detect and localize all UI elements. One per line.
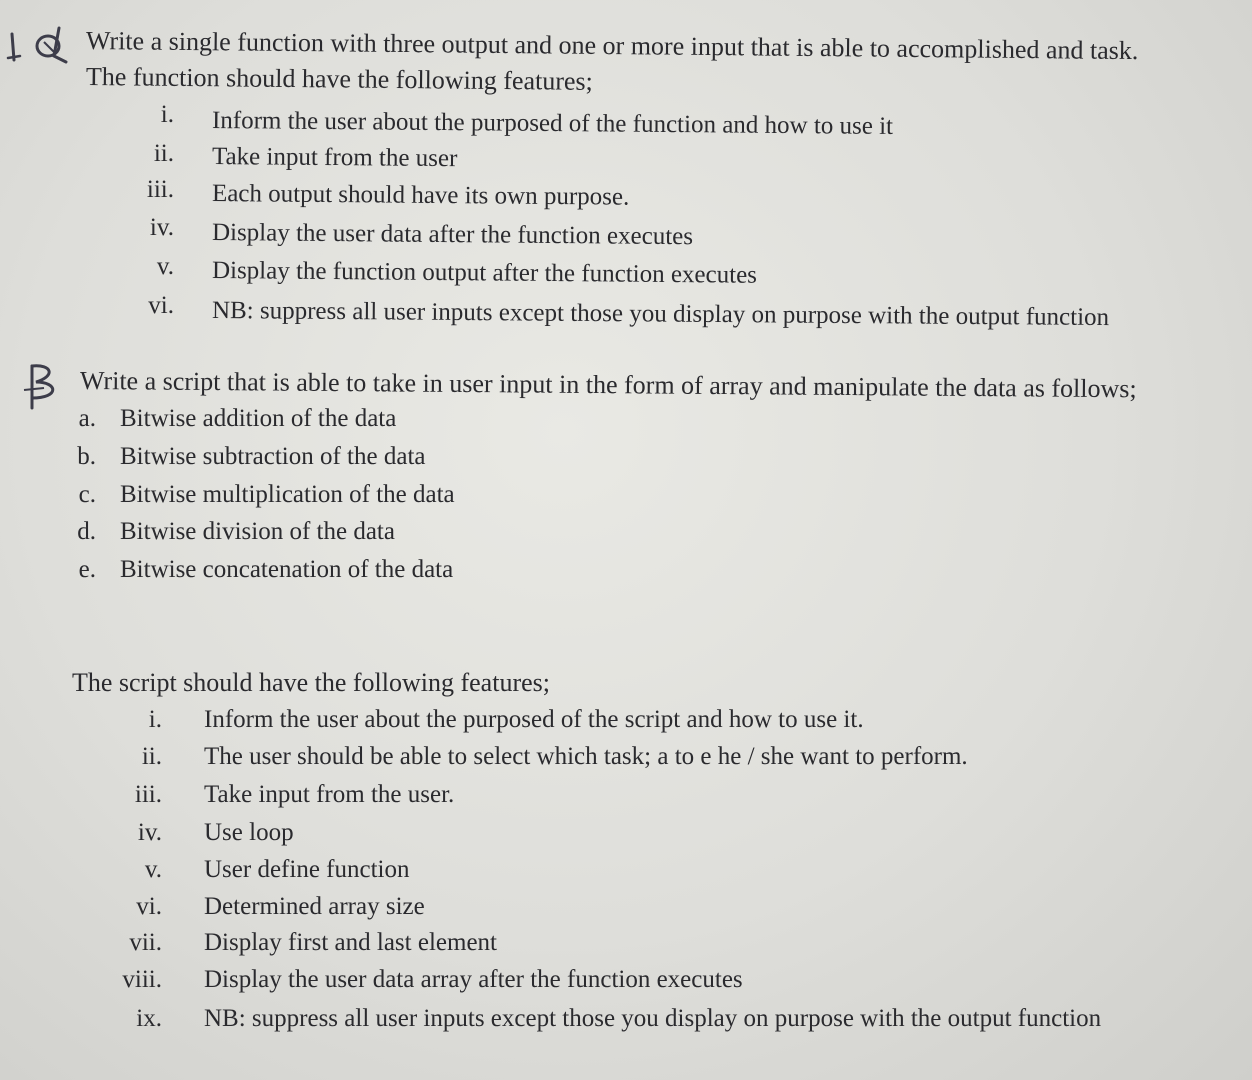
list-item-text: NB: suppress all user inputs except those you display on purpose with the output function — [211, 297, 1110, 332]
list-item-text: Determined array size — [204, 893, 425, 920]
list-item-text: Display the function output after the function executes — [211, 257, 758, 289]
list-item-text: Display the user data array after the function executes — [204, 966, 743, 993]
question-b-features-intro: The script should have the following features; — [72, 668, 550, 697]
list-item-number: v. — [144, 856, 162, 883]
list-item-number: ix. — [136, 1005, 162, 1032]
list-item-number: a. — [78, 405, 96, 432]
list-item-number: iii. — [146, 176, 174, 203]
list-item-text: Bitwise subtraction of the data — [120, 443, 426, 470]
list-item-number: viii. — [122, 966, 162, 993]
list-item-text: Bitwise addition of the data — [120, 405, 397, 432]
list-item-number: vi. — [148, 292, 174, 319]
list-item-text: Inform the user about the purposed of the script and how to use it. — [204, 706, 864, 733]
list-item-number: vii. — [129, 929, 162, 956]
list-item-text: User define function — [204, 856, 410, 883]
list-item-number: i. — [160, 101, 174, 128]
question-a-intro-line-2: The function should have the following features; — [85, 62, 593, 96]
list-item-text: Bitwise division of the data — [120, 518, 395, 545]
list-item-text: Each output should have its own purpose. — [211, 180, 630, 211]
question-b-intro: Write a script that is able to take in user input in the form of array and manipulate the data as follows; — [79, 366, 1137, 404]
list-item-number: iv. — [137, 819, 162, 846]
list-item-number: d. — [77, 518, 96, 545]
list-item-number: c. — [78, 481, 96, 508]
list-item-text: NB: suppress all user inputs except those you display on purpose with the output function — [204, 1005, 1102, 1032]
list-item-number: v. — [156, 253, 174, 280]
list-item-number: ii. — [141, 743, 162, 770]
list-item-text: Use loop — [204, 819, 294, 846]
list-item-text: Take input from the user. — [204, 781, 455, 808]
list-item-text: Take input from the user — [211, 143, 458, 173]
list-item-number: e. — [78, 556, 96, 583]
list-item-number: iv. — [149, 214, 174, 241]
list-item-number: iii. — [134, 781, 162, 808]
list-item-text: Display the user data after the function executes — [211, 219, 694, 251]
question-a-intro-line-1: Write a single function with three output and one or more input that is able to accomplished and task. — [85, 26, 1139, 66]
list-item-text: The user should be able to select which task; a to e he / she want to perform. — [204, 743, 968, 770]
list-item-text: Bitwise concatenation of the data — [120, 556, 454, 583]
handwritten-a-marker-icon — [4, 22, 76, 66]
list-item-number: vi. — [136, 893, 162, 920]
list-item-text: Display first and last element — [204, 929, 497, 956]
list-item-number: b. — [77, 443, 96, 470]
list-item-number: i. — [148, 706, 162, 733]
list-item-text: Bitwise multiplication of the data — [120, 481, 455, 508]
list-item-text: Inform the user about the purposed of the function and how to use it — [211, 107, 894, 140]
list-item-number: ii. — [153, 140, 174, 167]
